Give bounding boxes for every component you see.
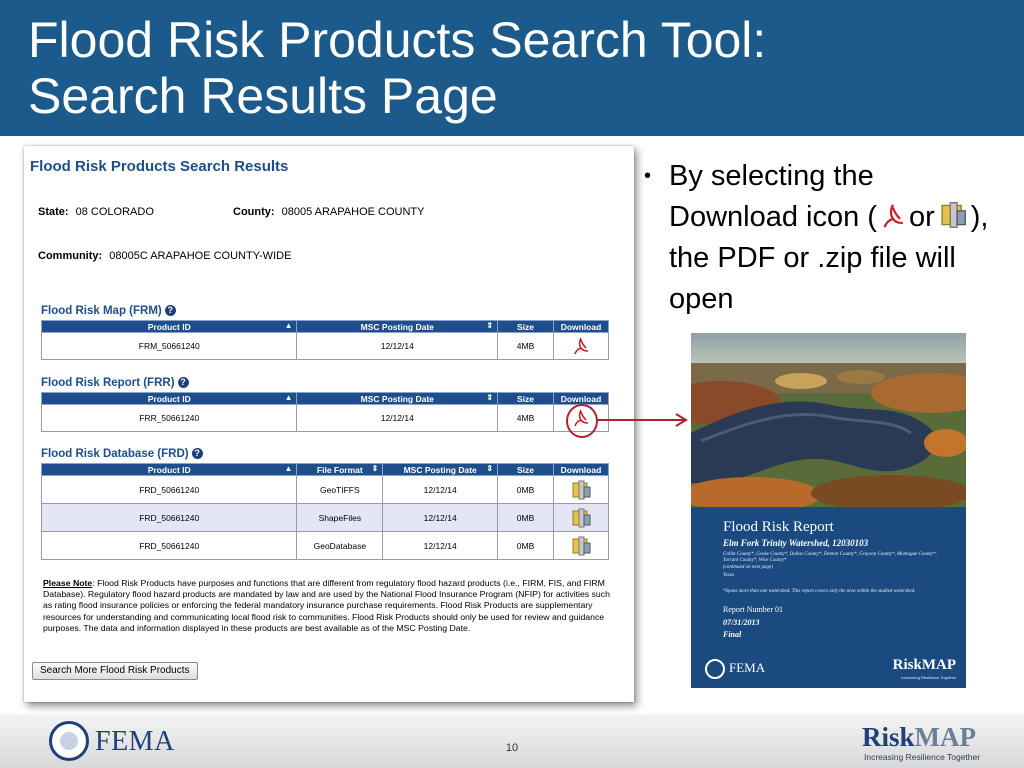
highlight-circle [566, 404, 598, 438]
frd-table [41, 463, 609, 560]
cover-continued: (continued on next page) [723, 565, 773, 570]
size-cell: 4MB [498, 333, 554, 360]
file-format-cell: GeoDatabase [297, 532, 383, 560]
column-header-size: Size [498, 321, 554, 333]
column-header-download: Download [553, 393, 608, 405]
search-more-button[interactable]: Search More Flood Risk Products [32, 662, 198, 680]
frm-title: Flood Risk Map (FRM) [41, 305, 162, 317]
note-text: : Flood Risk Products have purposes and functions that are different from regulatory flood hazard products (i.e., FIRM, FIS, and FIRM Database). Regulatory flood hazard products are mandated by law and are used by the National Flood Insurance Program (NFIP) for activities such as rating flood insurance policies or enforcing the federal mandatory insurance purchase requirements. Flood Risk Products are supplementary resources for understanding and communicating local flood risk to communities. Flood Risk Products should only be used for review and guidance purposes. The data and information displayed in these products are best available as of the MSC Posting Date. [43, 578, 610, 633]
posting-date-cell: 12/12/14 [383, 476, 498, 504]
cover-riskmap-logo: RiskMAP [892, 657, 956, 673]
cover-status: Final [723, 630, 742, 639]
results-heading: Flood Risk Products Search Results [30, 158, 289, 175]
zip-icon[interactable] [570, 479, 592, 501]
riskmap-logo-map: MAP [914, 722, 977, 752]
cover-report-number: Report Number 01 [723, 605, 783, 614]
file-format-cell: ShapeFiles [297, 504, 383, 532]
cover-tagline: Increasing Resilience Together [901, 675, 956, 680]
state-label: State: [38, 206, 69, 218]
bullet-text-part-2: ), the PDF or .zip file will open [669, 201, 989, 315]
column-header-size: Size [498, 464, 554, 476]
size-cell: 0MB [498, 476, 554, 504]
frr-section-title [41, 377, 189, 389]
note-lead: Please Note [43, 578, 93, 588]
posting-date-cell: 12/12/14 [383, 504, 498, 532]
size-cell: 4MB [498, 405, 554, 432]
table-row [42, 504, 609, 532]
sort-icon[interactable]: ⇕ [486, 393, 494, 402]
bullet-text-or: or [908, 201, 935, 233]
sort-icon[interactable]: ⇕ [371, 464, 379, 473]
community-value: 08005C ARAPAHOE COUNTY-WIDE [109, 250, 292, 262]
frd-section-title [41, 448, 203, 460]
table-header-row [42, 321, 609, 333]
county-label: County: [233, 206, 275, 218]
fema-logo: FEMA [95, 726, 175, 757]
riskmap-logo [862, 722, 976, 753]
sort-up-icon[interactable]: ▲ [284, 464, 293, 473]
product-id-cell: FRD_50661240 [42, 532, 297, 560]
zip-icon[interactable] [570, 535, 592, 557]
product-id-cell: FRD_50661240 [42, 504, 297, 532]
search-results-screenshot [24, 146, 634, 702]
help-icon[interactable]: ? [165, 305, 176, 316]
slide-title-line-2: Search Results Page [28, 68, 498, 124]
cover-fema-text: FEMA [729, 659, 766, 675]
flood-risk-report-cover [691, 333, 966, 688]
cover-counties: Collin County*, Cooke County*, Dallas County*, Denton County*, Grayson County*, Montague County*, Tarrant County*, Wise County* [723, 552, 937, 563]
aerial-photo [691, 333, 966, 507]
posting-date-cell: 12/12/14 [297, 405, 498, 432]
slide-title [28, 12, 766, 124]
column-header-product-id[interactable]: Product ID ▲ [42, 321, 297, 333]
state-value: 08 COLORADO [75, 206, 154, 218]
cover-state: Texas [723, 573, 735, 578]
product-id-cell: FRM_50661240 [42, 333, 297, 360]
county-field [233, 206, 424, 218]
download-cell [553, 333, 608, 360]
table-header-row [42, 393, 609, 405]
title-banner [0, 0, 1024, 136]
table-row [42, 333, 609, 360]
disclaimer-note [43, 578, 615, 634]
riskmap-tagline: Increasing Resilience Together [864, 752, 981, 762]
cover-fema-logo [705, 659, 765, 679]
bullet-text-part-1: By selecting the Download icon ( [669, 160, 877, 233]
column-header-msc-posting-date[interactable]: MSC Posting Date ⇕ [383, 464, 498, 476]
arrow-icon [598, 412, 690, 428]
county-value: 08005 ARAPAHOE COUNTY [281, 206, 425, 218]
frd-title: Flood Risk Database (FRD) [41, 448, 189, 460]
size-cell: 0MB [498, 504, 554, 532]
table-row [42, 476, 609, 504]
cover-footnote: *Spans more than one watershed. This report covers only the area within the studied watershed. [723, 589, 916, 594]
column-header-msc-posting-date[interactable]: MSC Posting Date ⇕ [297, 393, 498, 405]
pdf-icon [880, 202, 906, 230]
sort-up-icon[interactable]: ▲ [284, 321, 293, 330]
help-icon[interactable]: ? [192, 448, 203, 459]
sort-icon[interactable]: ⇕ [486, 321, 494, 330]
dhs-seal-icon [705, 659, 725, 679]
zip-icon[interactable] [570, 507, 592, 529]
zip-icon [938, 200, 968, 230]
riskmap-logo-risk: Risk [862, 722, 915, 752]
product-id-cell: FRR_50661240 [42, 405, 297, 432]
column-header-product-id[interactable]: Product ID ▲ [42, 393, 297, 405]
page-number: 10 [505, 742, 519, 754]
download-cell [553, 476, 608, 504]
table-row [42, 405, 609, 432]
file-format-cell: GeoTIFFS [297, 476, 383, 504]
column-header-download: Download [553, 321, 608, 333]
product-id-cell: FRD_50661240 [42, 476, 297, 504]
slide-title-line-1: Flood Risk Products Search Tool: [28, 12, 767, 68]
frr-table [41, 392, 609, 432]
frm-section-title [41, 305, 176, 317]
size-cell: 0MB [498, 532, 554, 560]
table-header-row [42, 464, 609, 476]
table-row [42, 532, 609, 560]
cover-subtitle: Elm Fork Trinity Watershed, 12030103 [723, 538, 869, 548]
frr-title: Flood Risk Report (FRR) [41, 377, 175, 389]
slide-footer [0, 714, 1024, 768]
posting-date-cell: 12/12/14 [383, 532, 498, 560]
column-header-product-id[interactable]: Product ID ▲ [42, 464, 297, 476]
help-icon[interactable]: ? [178, 377, 189, 388]
bullet-text [669, 156, 989, 320]
bullet-icon: • [644, 165, 652, 187]
cover-title: Flood Risk Report [723, 519, 834, 535]
column-header-size: Size [498, 393, 554, 405]
column-header-msc-posting-date[interactable]: MSC Posting Date ⇕ [297, 321, 498, 333]
state-field [38, 206, 154, 218]
download-cell [553, 532, 608, 560]
dhs-seal-icon [49, 721, 89, 761]
column-header-file-format[interactable]: File Format ⇕ [297, 464, 383, 476]
posting-date-cell: 12/12/14 [297, 333, 498, 360]
column-header-download: Download [553, 464, 608, 476]
download-cell [553, 504, 608, 532]
community-field [38, 250, 291, 262]
community-label: Community: [38, 250, 103, 262]
sort-up-icon[interactable]: ▲ [284, 393, 293, 402]
cover-date: 07/31/2013 [723, 618, 760, 627]
frm-table [41, 320, 609, 360]
sort-icon[interactable]: ⇕ [486, 464, 494, 473]
pdf-icon[interactable] [572, 336, 590, 356]
